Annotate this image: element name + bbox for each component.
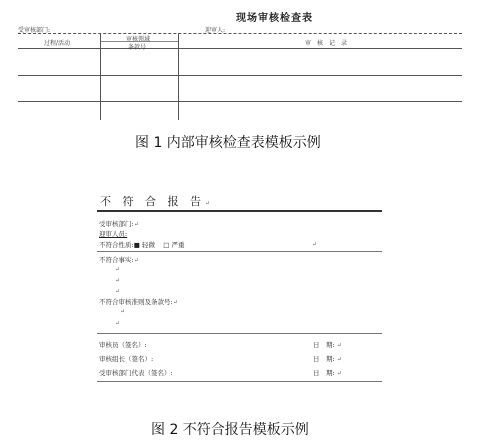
date-label: 日 期: — [313, 355, 335, 363]
empty-line-mark: ↵ — [115, 320, 121, 327]
report-section-rule — [97, 333, 382, 334]
nature-minor-checkbox[interactable]: ■ — [133, 241, 140, 249]
table-header-rule — [18, 48, 462, 49]
report-dept-label: 受审核部门: — [99, 220, 134, 228]
dept-label: 受审核部门: — [18, 27, 51, 34]
auditor-date — [313, 340, 342, 349]
nature-major-label: 严重 — [171, 241, 185, 249]
return-mark: ↵ — [312, 241, 318, 248]
auditor-label: 审核员（签名）: — [99, 341, 147, 349]
table-top-rule — [18, 33, 462, 34]
empty-line-mark: ↵ — [120, 308, 126, 315]
report-nature-line — [99, 240, 184, 249]
return-mark: ↵ — [336, 342, 342, 349]
figure2-caption: 图 2 不符合报告模板示例 — [151, 422, 309, 438]
report-bottom-rule — [97, 381, 382, 382]
col-clause-header: 条款号 — [128, 44, 147, 51]
figure1-caption: 图 1 内部审核检查表模板示例 — [135, 135, 321, 151]
report-title-text: 不 符 合 报 告 — [100, 195, 205, 208]
table-column-rule — [100, 33, 101, 120]
nature-major-checkbox[interactable]: □ — [163, 241, 170, 249]
empty-line-mark: ↵ — [115, 277, 121, 284]
report-receiver-label: 迎审人员: — [99, 230, 128, 238]
table-column-rule — [178, 33, 179, 120]
table-row-rule — [18, 75, 462, 76]
empty-line-mark: ↵ — [115, 288, 121, 295]
report-section-rule — [97, 251, 382, 252]
date-label: 日 期: — [313, 341, 335, 349]
report-facts-line — [99, 255, 139, 264]
report-title — [100, 193, 214, 209]
facts-label: 不符合事实: — [99, 256, 134, 264]
nature-label: 不符合性质: — [99, 241, 134, 249]
date-label: 日 期: — [313, 369, 335, 377]
return-mark: ↵ — [172, 299, 178, 306]
receiver-label: 迎审人: — [205, 27, 226, 34]
report-title-rule — [97, 210, 382, 212]
representative-date — [313, 368, 342, 377]
checklist-title: 现场审核检查表 — [236, 13, 313, 24]
leader-date — [313, 354, 342, 363]
return-mark: ↵ — [336, 370, 342, 377]
col-record-header: 审 核 记 录 — [305, 40, 348, 47]
return-mark: ↵ — [336, 356, 342, 363]
representative-label: 受审核部门代表（签名）: — [99, 369, 173, 377]
return-mark: ↵ — [133, 257, 139, 264]
nature-minor-label: 轻微 — [141, 241, 155, 249]
return-mark: ↵ — [133, 221, 139, 228]
table-row-rule — [18, 101, 462, 102]
standard-label: 不符合审核准则及条款号: — [99, 298, 173, 306]
report-standard-line — [99, 297, 178, 306]
empty-line-mark: ↵ — [115, 266, 121, 273]
title-return-mark: ↵ — [205, 200, 215, 207]
leader-label: 审核组长（签名）: — [99, 355, 154, 363]
col-process-header: 过程/活动 — [44, 40, 71, 47]
report-dept-line — [99, 219, 139, 228]
col-domain-header: 审核领域 — [126, 36, 151, 43]
